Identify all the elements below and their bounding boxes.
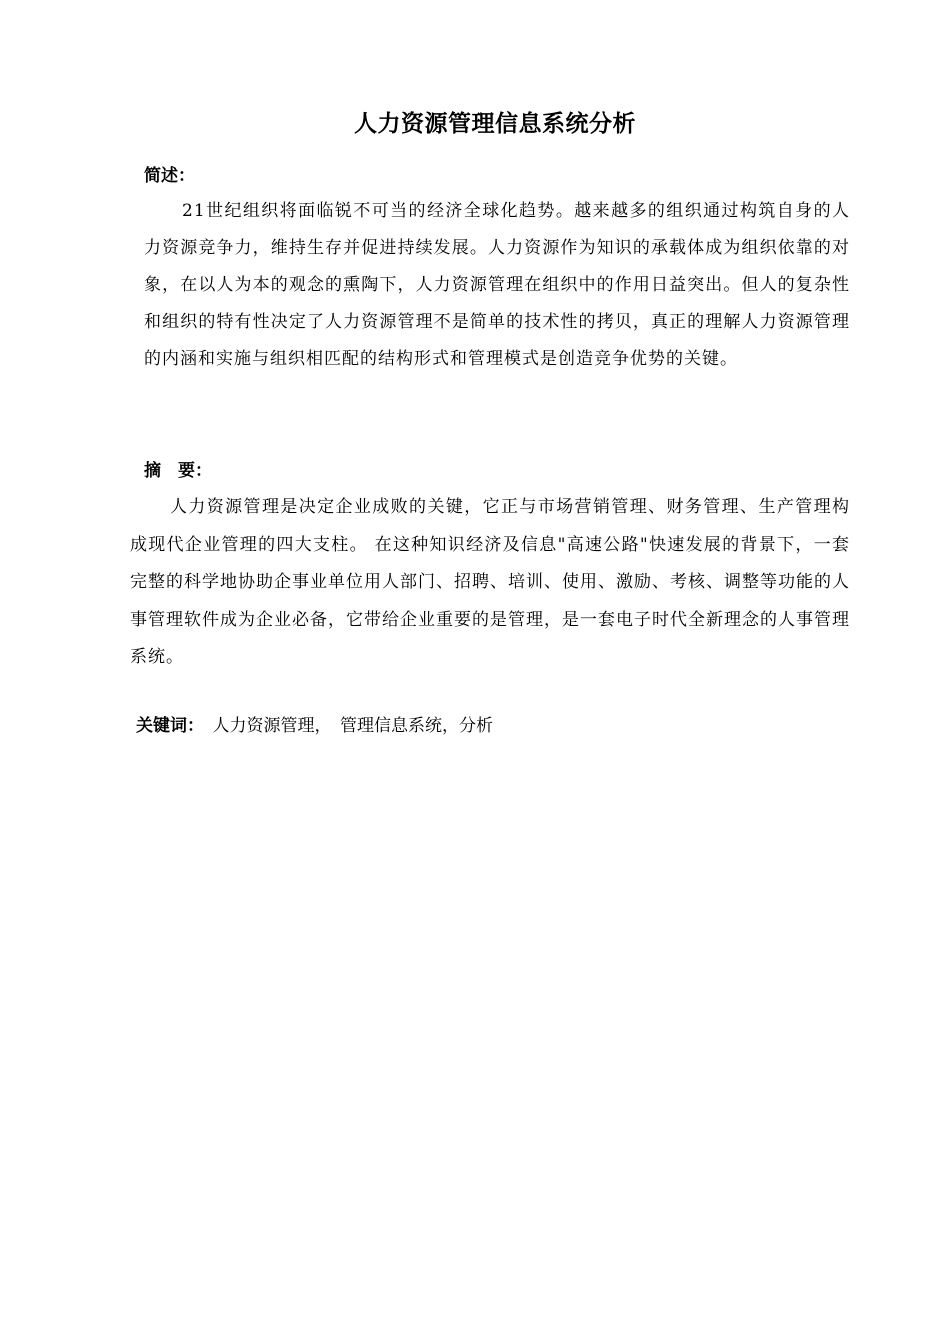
keywords-value: 人力资源管理， 管理信息系统，分析 bbox=[195, 716, 493, 736]
keywords-line bbox=[136, 713, 836, 739]
abstract-heading: 摘 要： bbox=[144, 461, 212, 481]
document-title: 人力资源管理信息系统分析 bbox=[354, 111, 636, 137]
keywords-label: 关键词： bbox=[136, 716, 196, 736]
summary-paragraph: 21世纪组织将面临锐不可当的经济全球化趋势。越来越多的组织通过构筑自身的人力资源竞争力，维持生存并促进持续发展。人力资源作为知识的承载体成为组织依靠的对象，在以人为本的观念的熏陶下，人力资源管理在组织中的作用日益突出。但人的复杂性和组织的特有性决定了人力资源管理不是简单的技术性的拷贝，真正的理解人力资源管理的内涵和实施与组织相匹配的结构形式和管理模式是创造竞争优势的关键。 bbox=[144, 201, 850, 369]
summary-heading: 简述： bbox=[144, 166, 195, 186]
abstract-paragraph: 人力资源管理是决定企业成败的关键，它正与市场营销管理、财务管理、生产管理构成现代企业管理的四大支柱。 在这种知识经济及信息"高速公路"快速发展的背景下，一套完整的科学地协助企事业单位用人部门、招聘、培训、使用、激励、考核、调整等功能的人事管理软件成为企业必备，它带给企业重要的是管理，是一套电子时代全新理念的人事管理系统。 bbox=[130, 497, 850, 667]
